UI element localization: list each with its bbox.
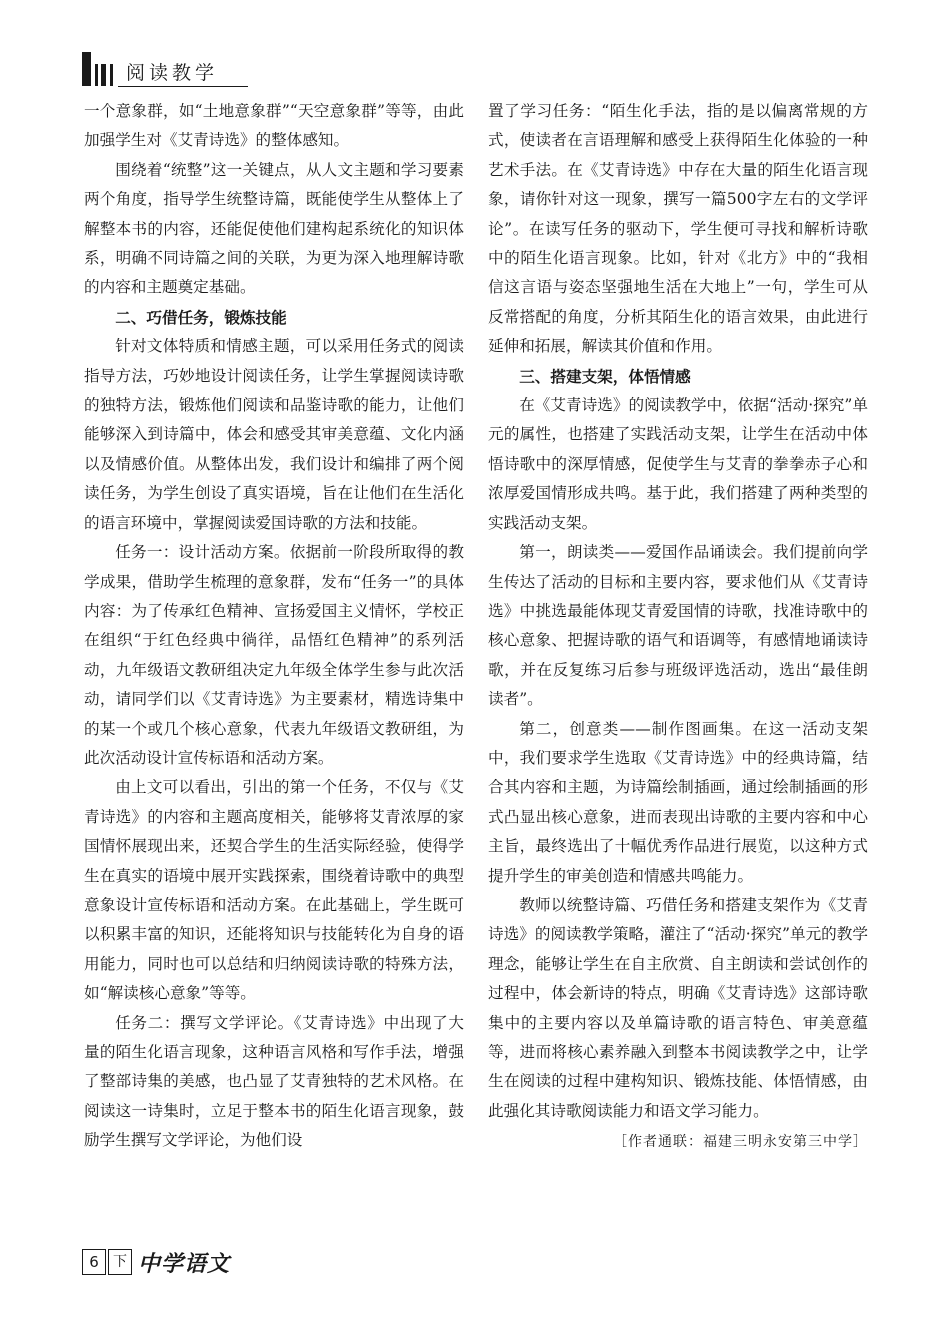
section-heading: 三、搭建支架，体悟情感	[519, 366, 691, 386]
paragraph: 由上文可以看出，引出的第一个任务，不仅与《艾青诗选》的内容和主题高度相关，能够将艾青浓厚的家国情怀展现出来，还契合学生的生活实际经验，使得学生在真实的语境中展开实践探索，围绕着诗歌中的典型意象设计宣传标语和活动方案。在此基础上，学生既可以积累丰富的知识，还能将知识与技能转化为自身的语用能力，同时也可以总结和归纳阅读诗歌的特殊方法，如“解读核心意象”等等。	[84, 778, 464, 1003]
section-title: 阅读教学	[126, 62, 219, 84]
magazine-name: 中学语文	[138, 1251, 231, 1277]
paragraph: 第二，创意类——制作图画集。在这一活动支架中，我们要求学生选取《艾青诗选》中的经典诗篇，结合其内容和主题，为诗篇绘制插画，通过绘制插画的形式凸显出核心意象，进而表现出诗歌的主要内容和中心主旨，最终选出了十幅优秀作品进行展览，以这种方式提升学生的审美创造和情感共鸣能力。	[488, 719, 868, 885]
page-number: 6	[82, 1249, 106, 1275]
paragraph: 第一，朗读类——爱国作品诵读会。我们提前向学生传达了活动的目标和主要内容，要求他们从《艾青诗选》中挑选最能体现艾青爱国情的诗歌，找准诗歌中的核心意象、把握诗歌的语气和语调等，有感情地诵读诗歌，并在反复练习后参与班级评选活动，选出“最佳朗读者”。	[488, 543, 868, 709]
paragraph: 教师以统整诗篇、巧借任务和搭建支架作为《艾青诗选》的阅读教学策略，灌注了“活动·探究”单元的教学理念，能够让学生在自主欣赏、自主朗读和尝试创作的过程中，体会新诗的特点，明确《艾青诗选》这部诗歌集中的主要内容以及单篇诗歌的语言特色、审美意蕴等，进而将核心素养融入到整本书阅读教学之中，让学生在阅读的过程中建构知识、锻炼技能、体悟情感，由此强化其诗歌阅读能力和语文学习能力。	[488, 895, 868, 1120]
paragraph: 针对文体特质和情感主题，可以采用任务式的阅读指导方法，巧妙地设计阅读任务，让学生掌握阅读诗歌的独特方法，锻炼他们阅读和品鉴诗歌的能力，让他们能够深入到诗篇中，体会和感受其审美意蕴、文化内涵以及情感价值。从整体出发，我们设计和编排了两个阅读任务，为学生创设了真实语境，旨在让他们在生活化的语言环境中，掌握阅读爱国诗歌的方法和技能。	[84, 337, 464, 532]
paragraph: 围绕着“统整”这一关键点，从人文主题和学习要素两个角度，指导学生统整诗篇，既能使学生从整体上了解整本书的内容，还能促使他们建构起系统化的知识体系，明确不同诗篇之间的关联，为更为深入地理解诗歌的内容和主题奠定基础。	[84, 160, 464, 297]
header-bar-decoration	[82, 52, 91, 86]
header-bar-decoration	[101, 64, 106, 86]
paragraph: 任务二：撰写文学评论。《艾青诗选》中出现了大量的陌生化语言现象，这种语言风格和写作手法，增强了整部诗集的美感，也凸显了艾青独特的艺术风格。在阅读这一诗集时，立足于整本书的陌生化语言现象，鼓励学生撰写文学评论，为他们设	[84, 1013, 464, 1150]
right-column	[488, 97, 868, 1158]
author-affiliation: ［作者通联：福建三明永安第三中学］	[613, 1134, 868, 1151]
paragraph: 一个意象群，如“土地意象群”“天空意象群”等等，由此加强学生对《艾青诗选》的整体感知。	[84, 102, 464, 150]
section-heading: 二、巧借任务，锻炼技能	[115, 307, 287, 327]
paragraph: 置了学习任务：“陌生化手法，指的是以偏离常规的方式，使读者在言语理解和感受上获得陌生化体验的一种艺术手法。在《艾青诗选》中存在大量的陌生化语言现象，请你针对这一现象，撰写一篇500字左右的文学评论”。在读写任务的驱动下，学生便可寻找和解析诗歌中的陌生化语言现象。比如，针对《北方》中的“我相信这言语与姿态坚强地生活在大地上”一句，学生可从反常搭配的角度，分析其陌生化的语言效果，由此进行延伸和拓展，解读其价值和作用。	[488, 102, 868, 356]
header-bar-decoration	[110, 64, 113, 86]
header-bar-decoration	[95, 64, 98, 86]
page-header	[82, 50, 250, 90]
left-column	[84, 97, 464, 1156]
paragraph: 任务一：设计活动方案。依据前一阶段所取得的教学成果，借助学生梳理的意象群，发布“任务一”的具体内容：为了传承红色精神、宣扬爱国主义情怀，学校正在组织“于红色经典中徜徉，品悟红色精神”的系列活动，九年级语文教研组决定九年级全体学生参与此次活动，请同学们以《艾青诗选》为主要素材，精选诗集中的某一个或几个核心意象，代表九年级语文教研组，为此次活动设计宣传标语和活动方案。	[84, 543, 464, 767]
paragraph: 在《艾青诗选》的阅读教学中，依据“活动·探究”单元的属性，也搭建了实践活动支架，让学生在活动中体悟诗歌中的深厚情感，促使学生与艾青的拳拳赤子心和浓厚爱国情形成共鸣。基于此，我们搭建了两种类型的实践活动支架。	[488, 396, 868, 532]
header-rule	[118, 86, 248, 87]
issue-half: 下	[108, 1249, 132, 1275]
